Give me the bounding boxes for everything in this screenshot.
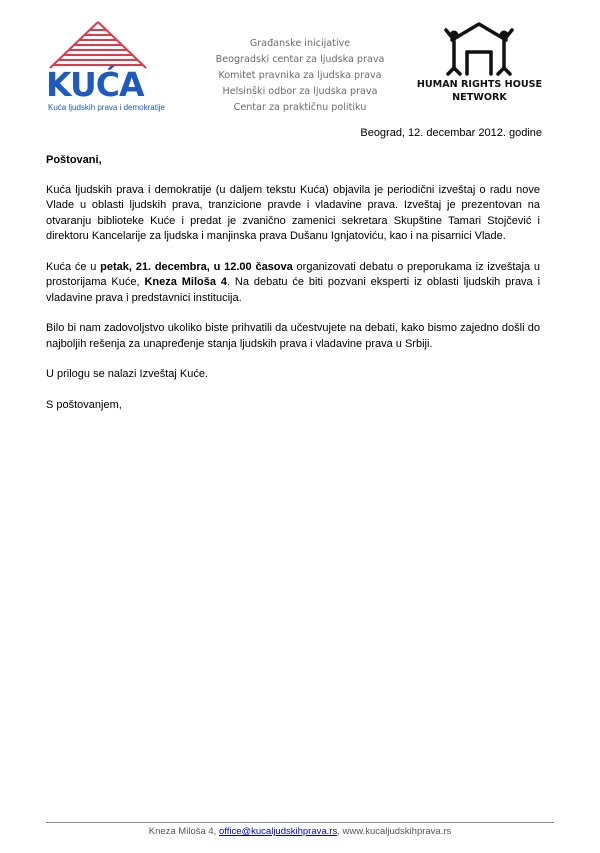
house-people-icon — [412, 18, 547, 76]
letter-closing: S poštovanjem, — [46, 398, 122, 411]
letter-date: Beograd, 12. decembar 2012. godine — [360, 127, 542, 139]
footer-website: www.kucaljudskihprava.rs — [342, 826, 452, 837]
kuca-logo — [38, 16, 165, 114]
hrhn-line-1: HUMAN RIGHTS HOUSE — [416, 79, 543, 90]
footer-divider — [46, 822, 554, 823]
paragraph-2-text-b: organizovati debatu o preporukama iz izveštaja u prostorijama Kuće, — [46, 260, 541, 288]
hrhn-wordmark — [412, 78, 547, 104]
letterhead — [0, 0, 600, 120]
org-item: Komitet pravnika za ljudska prava — [218, 70, 382, 81]
paragraph-2-text-a: Kuća će u — [46, 260, 101, 273]
kuca-wordmark: KUĆA — [46, 65, 144, 104]
footer-separator: , — [337, 826, 343, 837]
member-organizations — [190, 36, 410, 116]
paragraph-1: Kuća ljudskih prava i demokratije (u daljem tekstu Kuća) objavila je periodični izveštaj o radu nove Vlade u oblasti ljudskih prava, tranzicione pravde i vladavine prava. Izveštaj je prezentovan na otvaranju biblioteke Kuće i predat je zvanično zamenici sekretara Skupštine Tamari Stojčević i direktoru Kancelarije za ljudska i manjinska prava Dušanu Ignjatoviću, kao i na pisarnici Vlade. — [46, 183, 540, 242]
org-item: Helsinški odbor za ljudska prava — [222, 86, 378, 97]
org-item: Građanske inicijative — [249, 38, 351, 49]
paragraph-2 — [46, 260, 540, 307]
footer — [0, 826, 600, 837]
org-item: Centar za praktičnu politiku — [233, 102, 367, 113]
kuca-subtitle: Kuća ljudskih prava i demokratije — [48, 103, 165, 112]
footer-email-link[interactable]: office@kucaljudskihprava.rs — [218, 826, 338, 837]
hrhn-line-2: NETWORK — [452, 92, 507, 103]
footer-address: Kneza Miloša 4, — [148, 826, 219, 837]
hrhn-logo — [412, 18, 547, 110]
paragraph-2-text-c: . Na debatu će biti pozvani eksperti iz oblasti ljudskih prava i vladavine prava i predstavnici institucija. — [46, 276, 541, 304]
event-address: Kneza Miloša 4 — [144, 276, 227, 288]
paragraph-3: Bilo bi nam zadovoljstvo ukoliko biste prihvatili da učestvujete na debati, kako bismo zajedno došli do najboljih rešenja za unapređenje stanja ljudskih prava i vladavine prava u Srbiji. — [46, 322, 540, 350]
org-item: Beogradski centar za ljudska prava — [215, 54, 385, 65]
letter-body — [46, 153, 540, 428]
paragraph-4: U prilogu se nalazi Izveštaj Kuće. — [46, 368, 209, 380]
event-datetime: petak, 21. decembra, u 12.00 časova — [100, 260, 293, 273]
letter-greeting: Poštovani, — [46, 154, 102, 166]
